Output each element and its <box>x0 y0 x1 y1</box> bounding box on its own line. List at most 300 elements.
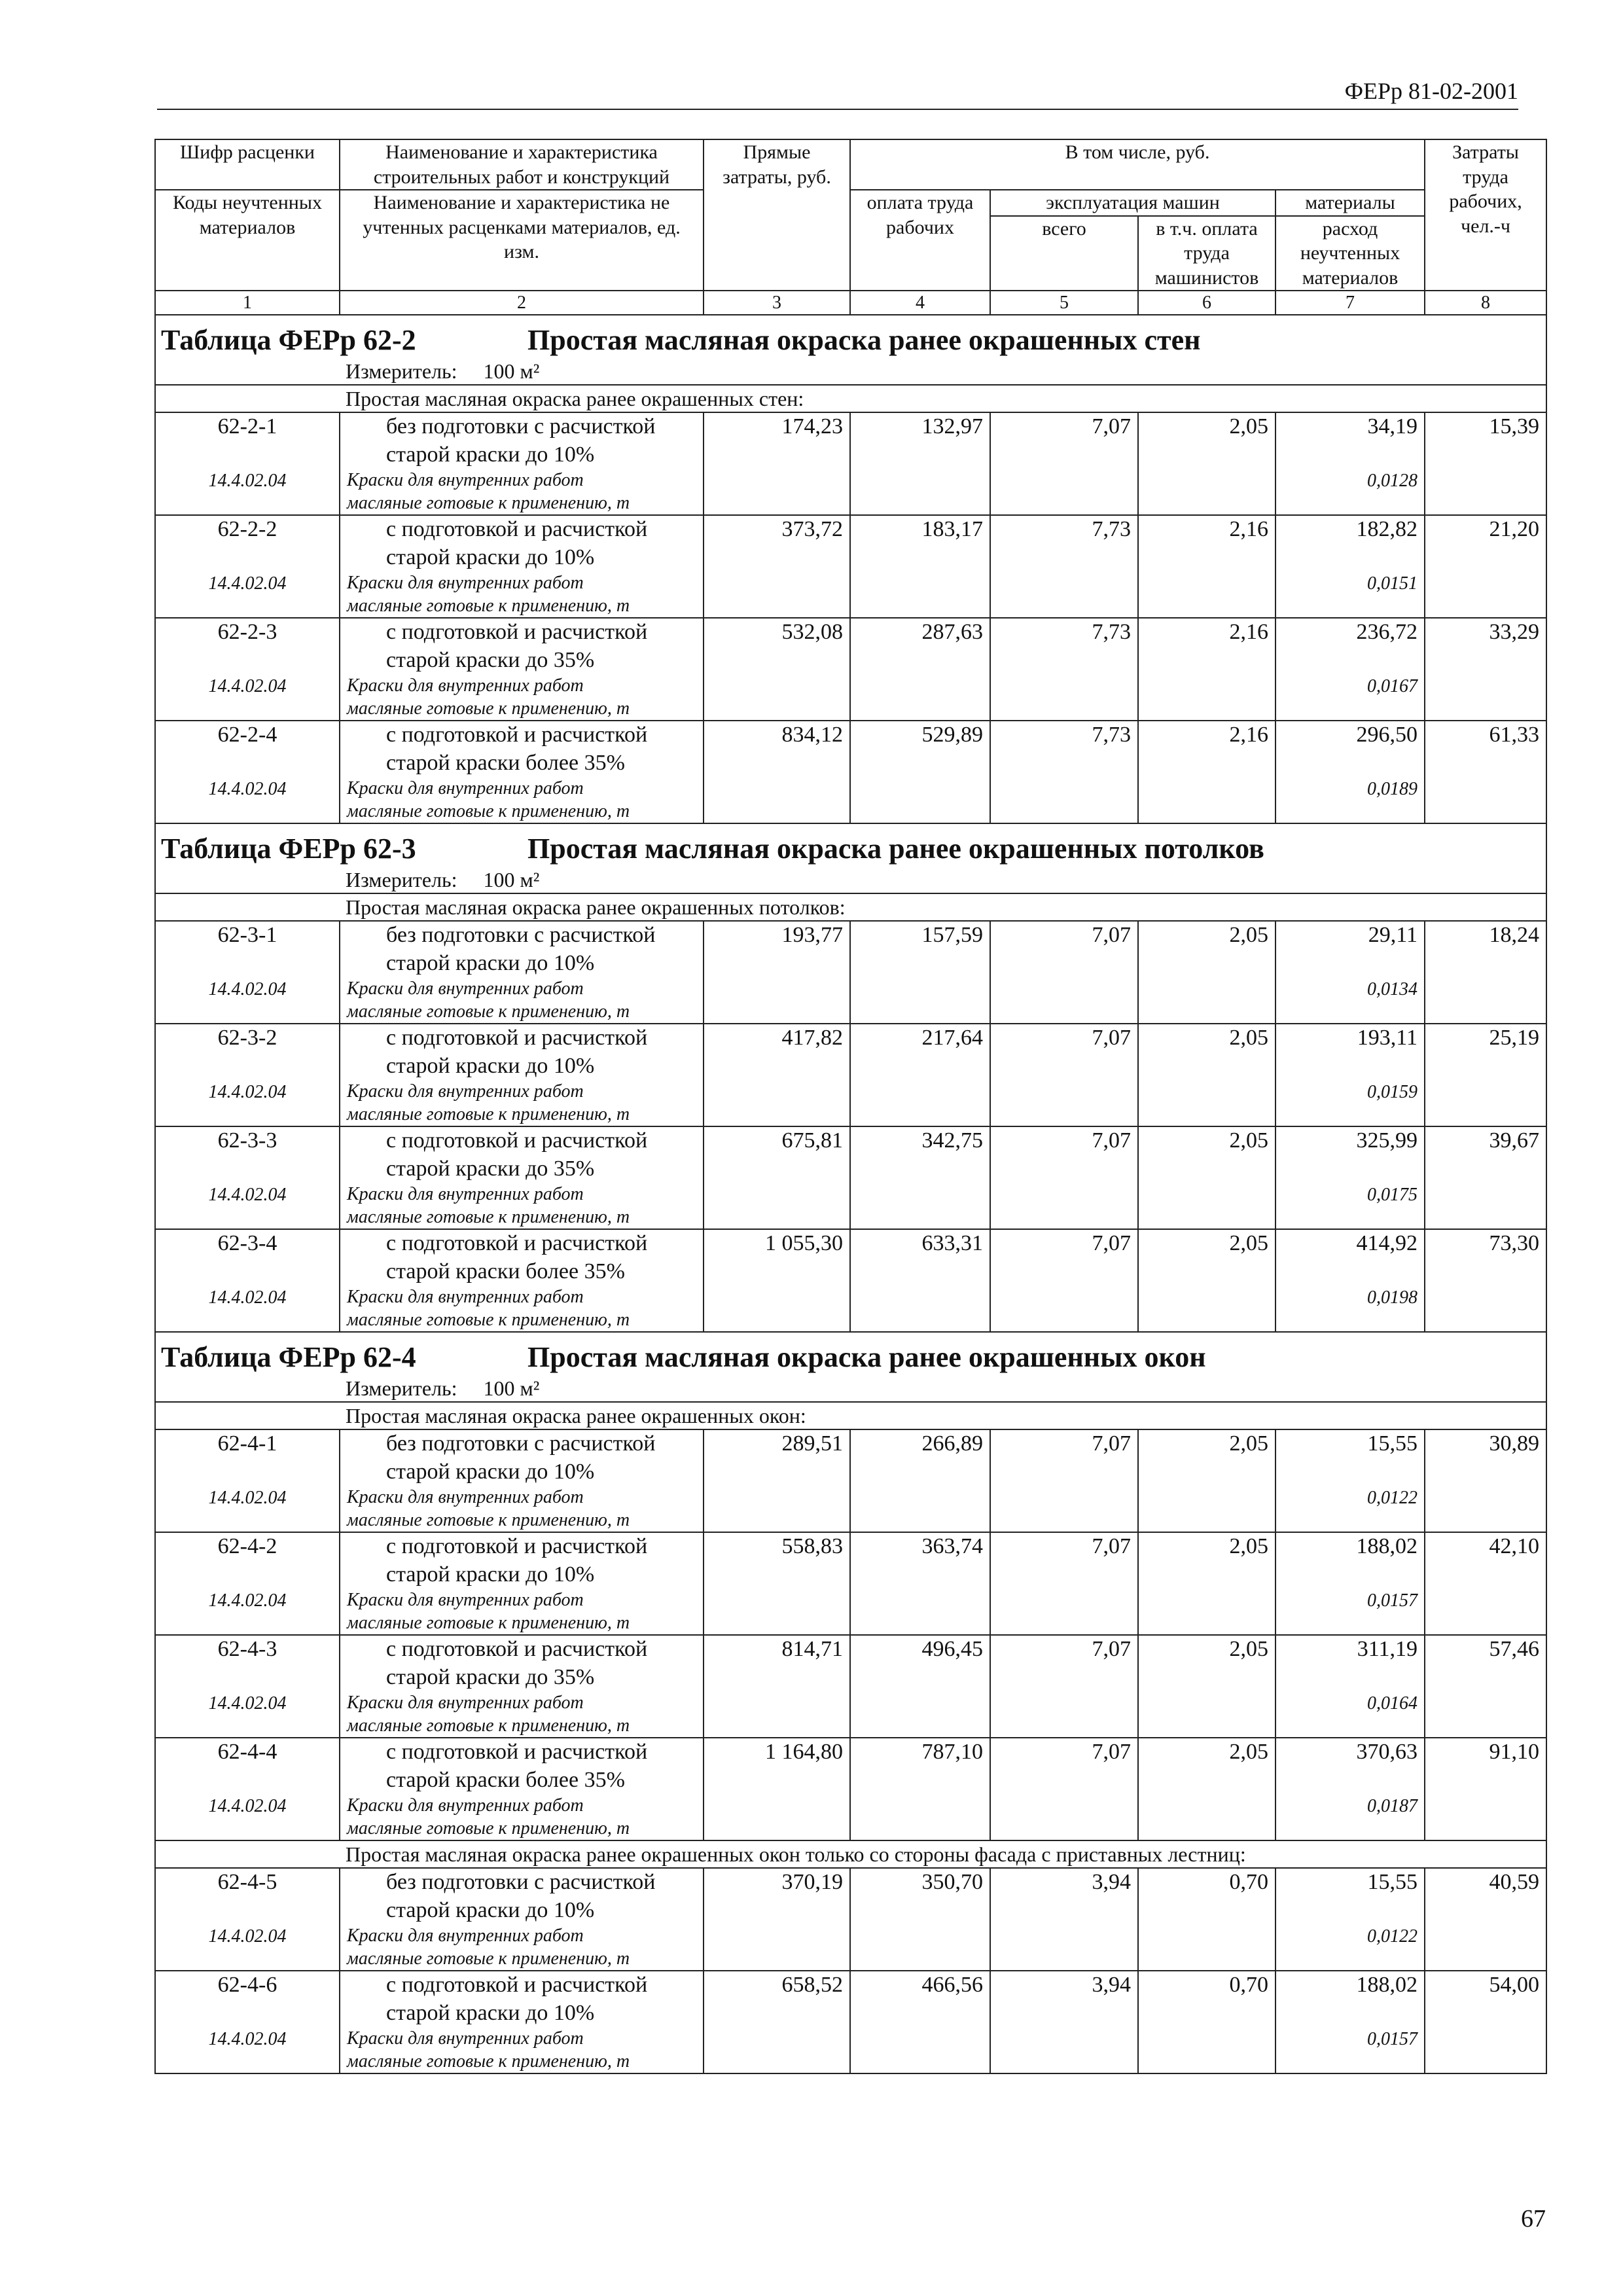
work-name-cell <box>340 921 704 1024</box>
material-name-line: Краски для внутренних работ <box>347 470 584 490</box>
value: 466,56 <box>921 1973 983 1997</box>
value: 7,07 <box>1092 414 1131 439</box>
value-materials <box>1275 1024 1425 1126</box>
rate-row <box>155 1532 1546 1635</box>
value: 7,73 <box>1092 620 1131 644</box>
rate-code: 62-4-6 <box>217 1973 277 1997</box>
material-code: 14.4.02.04 <box>208 1926 287 1946</box>
work-name-cell <box>340 618 704 721</box>
value-direct <box>704 1429 850 1532</box>
header-rule <box>157 109 1518 110</box>
column-number: 1 <box>155 291 340 315</box>
material-quantity: 0,0151 <box>1367 573 1418 594</box>
value-direct <box>704 1024 850 1126</box>
value-labor <box>850 1738 990 1840</box>
material-quantity: 0,0167 <box>1367 676 1418 696</box>
value-direct <box>704 515 850 618</box>
rate-row <box>155 721 1546 823</box>
value: 496,45 <box>921 1637 983 1661</box>
value: 188,02 <box>1356 1973 1418 1997</box>
work-name-cell <box>340 1738 704 1840</box>
header-row <box>155 190 1546 216</box>
material-code: 14.4.02.04 <box>208 1082 287 1102</box>
spacer <box>162 1509 332 1529</box>
value-mach-labor <box>1138 1024 1275 1126</box>
material-name-line: Краски для внутренних работ <box>347 1795 584 1816</box>
value-labor <box>850 1024 990 1126</box>
value-labor-hours <box>1425 618 1546 721</box>
table-code: Таблица ФЕРр 62-3 <box>161 833 416 865</box>
rate-code: 62-4-5 <box>217 1870 277 1894</box>
rate-row <box>155 1635 1546 1738</box>
rate-code: 62-3-1 <box>217 923 277 947</box>
value-materials <box>1275 921 1425 1024</box>
value: 558,83 <box>781 1534 843 1558</box>
value-direct <box>704 1229 850 1332</box>
measure-cell <box>155 358 1546 385</box>
value: 834,12 <box>781 723 843 747</box>
work-name-line: старой краски более 35% <box>386 750 625 775</box>
header-materials: материалы <box>1275 190 1425 216</box>
value: 370,63 <box>1356 1740 1418 1764</box>
value: 2,05 <box>1229 1431 1268 1456</box>
value: 61,33 <box>1489 723 1540 747</box>
value: 193,77 <box>781 923 843 947</box>
column-number: 5 <box>990 291 1138 315</box>
value-labor <box>850 721 990 823</box>
value-direct <box>704 1971 850 2073</box>
section-label: Простая масляная окраска ранее окрашенных стен: <box>155 385 1546 412</box>
work-name-line: старой краски до 10% <box>386 442 595 467</box>
value-materials <box>1275 515 1425 618</box>
value: 18,24 <box>1489 923 1540 947</box>
work-name-cell <box>340 1229 704 1332</box>
material-code: 14.4.02.04 <box>208 1590 287 1611</box>
material-quantity: 0,0157 <box>1367 2029 1418 2049</box>
value-direct <box>704 1532 850 1635</box>
value: 40,59 <box>1489 1870 1540 1894</box>
value-materials <box>1275 1868 1425 1971</box>
value: 289,51 <box>781 1431 843 1456</box>
work-name-line: с подготовкой и расчисткой <box>386 1973 648 1997</box>
value-mach <box>990 1635 1138 1738</box>
value-direct <box>704 721 850 823</box>
value-direct <box>704 1635 850 1738</box>
value-mach <box>990 1429 1138 1532</box>
table-heading: Простая масляная окраска ранее окрашенных потолков <box>527 833 1264 865</box>
work-name-cell <box>340 1635 704 1738</box>
value-labor <box>850 1635 990 1738</box>
header-material-consumption: расход неучтенных материалов <box>1275 216 1425 291</box>
value-mach <box>990 1971 1138 2073</box>
page-number: 67 <box>1521 2205 1546 2233</box>
value: 25,19 <box>1489 1026 1540 1050</box>
value: 2,05 <box>1229 1231 1268 1255</box>
work-name-cell <box>340 1971 704 2073</box>
material-code: 14.4.02.04 <box>208 1287 287 1308</box>
value-mach-labor <box>1138 1635 1275 1738</box>
material-code: 14.4.02.04 <box>208 1796 287 1816</box>
value: 287,63 <box>921 620 983 644</box>
work-name-line: старой краски до 35% <box>386 1156 595 1181</box>
rate-code: 62-2-4 <box>217 723 277 747</box>
material-name-line: Краски для внутренних работ <box>347 778 584 798</box>
section-row <box>155 1840 1546 1868</box>
value-materials <box>1275 412 1425 515</box>
value-mach-labor <box>1138 1868 1275 1971</box>
material-name-line: Краски для внутренних работ <box>347 978 584 999</box>
value: 266,89 <box>921 1431 983 1456</box>
value: 0,70 <box>1229 1870 1268 1894</box>
value-materials <box>1275 1532 1425 1635</box>
material-name-line: Краски для внутренних работ <box>347 1693 584 1713</box>
material-name-line: Краски для внутренних работ <box>347 675 584 696</box>
value-materials <box>1275 618 1425 721</box>
value: 2,05 <box>1229 1026 1268 1050</box>
work-name-line: с подготовкой и расчисткой <box>386 1740 648 1764</box>
value-direct <box>704 1868 850 1971</box>
work-name-line: с подготовкой и расчисткой <box>386 1637 648 1661</box>
value: 417,82 <box>781 1026 843 1050</box>
value: 373,72 <box>781 517 843 541</box>
rate-code: 62-4-1 <box>217 1431 277 1456</box>
work-name-line: с подготовкой и расчисткой <box>386 723 648 747</box>
material-code: 14.4.02.04 <box>208 573 287 594</box>
work-name-line: старой краски до 35% <box>386 1664 595 1689</box>
value-materials <box>1275 1738 1425 1840</box>
spacer <box>162 1818 332 1837</box>
value: 7,07 <box>1092 1534 1131 1558</box>
value-labor-hours <box>1425 1532 1546 1635</box>
value: 675,81 <box>781 1128 843 1153</box>
header-worker-pay: оплата труда рабочих <box>850 190 990 291</box>
work-name-line: с подготовкой и расчисткой <box>386 1534 648 1558</box>
column-number: 7 <box>1275 291 1425 315</box>
spacer <box>162 800 332 820</box>
work-name-cell <box>340 412 704 515</box>
spacer <box>162 1948 332 1967</box>
spacer <box>162 698 332 717</box>
value-mach-labor <box>1138 1532 1275 1635</box>
rate-row <box>155 1126 1546 1229</box>
spacer <box>162 1206 332 1226</box>
value-materials <box>1275 1229 1425 1332</box>
header-material-names: Наименование и характеристика не учтенных расценками материалов, ед. изм. <box>340 190 704 291</box>
material-name-line: Краски для внутренних работ <box>347 1487 584 1507</box>
value: 39,67 <box>1489 1128 1540 1153</box>
value: 54,00 <box>1489 1973 1540 1997</box>
rate-code-cell <box>155 1738 340 1840</box>
value: 132,97 <box>921 414 983 439</box>
value-labor-hours <box>1425 1738 1546 1840</box>
material-name-line: масляные готовые к применению, т <box>347 1207 630 1227</box>
value: 311,19 <box>1357 1637 1418 1661</box>
value: 2,16 <box>1229 723 1268 747</box>
value: 658,52 <box>781 1973 843 1997</box>
work-name-line: без подготовки с расчисткой <box>386 923 656 947</box>
value: 7,07 <box>1092 1740 1131 1764</box>
material-name-line: Краски для внутренних работ <box>347 1184 584 1204</box>
value: 370,19 <box>781 1870 843 1894</box>
material-name-line: Краски для внутренних работ <box>347 1926 584 1946</box>
material-name-line: масляные готовые к применению, т <box>347 1613 630 1633</box>
value: 787,10 <box>921 1740 983 1764</box>
material-name-line: Краски для внутренних работ <box>347 573 584 593</box>
material-name-line: Краски для внутренних работ <box>347 2028 584 2049</box>
rate-code-cell <box>155 1635 340 1738</box>
value: 7,07 <box>1092 1637 1131 1661</box>
work-name-line: с подготовкой и расчисткой <box>386 517 648 541</box>
spacer <box>162 2051 332 2070</box>
value: 3,94 <box>1092 1870 1131 1894</box>
value-materials <box>1275 1971 1425 2073</box>
material-quantity: 0,0128 <box>1367 471 1418 491</box>
value-labor-hours <box>1425 1429 1546 1532</box>
material-quantity: 0,0157 <box>1367 1590 1418 1611</box>
value: 2,05 <box>1229 1128 1268 1153</box>
value: 174,23 <box>781 414 843 439</box>
material-name-line: Краски для внутренних работ <box>347 1081 584 1102</box>
value-mach <box>990 721 1138 823</box>
column-number: 6 <box>1138 291 1275 315</box>
work-name-line: старой краски до 10% <box>386 1897 595 1922</box>
material-name-line: масляные готовые к применению, т <box>347 1818 630 1839</box>
work-name-line: старой краски до 10% <box>386 545 595 569</box>
table-title-row <box>155 823 1546 867</box>
value: 183,17 <box>921 517 983 541</box>
value: 7,07 <box>1092 1431 1131 1456</box>
material-name-line: масляные готовые к применению, т <box>347 1310 630 1330</box>
material-name-line: масляные готовые к применению, т <box>347 1104 630 1124</box>
value-mach-labor <box>1138 515 1275 618</box>
value: 29,11 <box>1368 923 1418 947</box>
value: 188,02 <box>1356 1534 1418 1558</box>
material-code: 14.4.02.04 <box>208 1488 287 1508</box>
material-name-line: масляные готовые к применению, т <box>347 1948 630 1969</box>
measure-label: Измеритель: <box>346 1376 457 1400</box>
material-name-line: масляные готовые к применению, т <box>347 1001 630 1022</box>
spacer <box>162 1001 332 1020</box>
table-title-row <box>155 1332 1546 1375</box>
rates-table <box>154 139 1547 2074</box>
rate-code: 62-4-3 <box>217 1637 277 1661</box>
value-labor-hours <box>1425 1229 1546 1332</box>
material-quantity: 0,0122 <box>1367 1926 1418 1946</box>
measure-label: Измеритель: <box>346 868 457 891</box>
spacer <box>162 1715 332 1734</box>
value-mach <box>990 921 1138 1024</box>
work-name-line: с подготовкой и расчисткой <box>386 1231 648 1255</box>
value-mach <box>990 515 1138 618</box>
work-name-cell <box>340 1532 704 1635</box>
material-name-line: масляные готовые к применению, т <box>347 2051 630 2072</box>
value: 34,19 <box>1367 414 1418 439</box>
value: 7,73 <box>1092 517 1131 541</box>
value: 91,10 <box>1489 1740 1540 1764</box>
material-quantity: 0,0122 <box>1367 1488 1418 1508</box>
value: 30,89 <box>1489 1431 1540 1456</box>
work-name-line: старой краски более 35% <box>386 1259 625 1283</box>
value: 3,94 <box>1092 1973 1131 1997</box>
rate-code: 62-2-2 <box>217 517 277 541</box>
rate-code-cell <box>155 515 340 618</box>
table-heading: Простая масляная окраска ранее окрашенных стен <box>527 324 1201 356</box>
rate-code: 62-3-2 <box>217 1026 277 1050</box>
material-code: 14.4.02.04 <box>208 1693 287 1713</box>
value-labor-hours <box>1425 1126 1546 1229</box>
value-labor-hours <box>1425 721 1546 823</box>
header-labor-hours: Затраты труда рабочих, чел.-ч <box>1425 139 1546 291</box>
material-quantity: 0,0175 <box>1367 1185 1418 1205</box>
value-mach <box>990 1532 1138 1635</box>
value-labor <box>850 1868 990 1971</box>
value: 325,99 <box>1356 1128 1418 1153</box>
value: 7,07 <box>1092 923 1131 947</box>
value-mach-labor <box>1138 1738 1275 1840</box>
value-mach <box>990 1738 1138 1840</box>
work-name-line: без подготовки с расчисткой <box>386 1431 656 1456</box>
value: 57,46 <box>1489 1637 1540 1661</box>
value-mach-labor <box>1138 412 1275 515</box>
value-mach <box>990 1126 1138 1229</box>
spacer <box>162 1103 332 1123</box>
measure-cell <box>155 867 1546 893</box>
table-code: Таблица ФЕРр 62-2 <box>161 324 416 356</box>
material-quantity: 0,0159 <box>1367 1082 1418 1102</box>
rate-code: 62-3-4 <box>217 1231 277 1255</box>
work-name-line: старой краски до 10% <box>386 1053 595 1078</box>
value: 814,71 <box>781 1637 843 1661</box>
column-number: 8 <box>1425 291 1546 315</box>
value: 217,64 <box>921 1026 983 1050</box>
rate-row <box>155 1429 1546 1532</box>
value-labor-hours <box>1425 1024 1546 1126</box>
rate-code-cell <box>155 721 340 823</box>
value: 2,05 <box>1229 414 1268 439</box>
work-name-line: старой краски до 10% <box>386 2000 595 2025</box>
section-row <box>155 385 1546 412</box>
measure-label: Измеритель: <box>346 359 457 383</box>
value-materials <box>1275 721 1425 823</box>
value: 350,70 <box>921 1870 983 1894</box>
table-title <box>155 823 1546 867</box>
value-mach-labor <box>1138 618 1275 721</box>
value-labor <box>850 1971 990 2073</box>
value-mach <box>990 1868 1138 1971</box>
value: 15,55 <box>1367 1431 1418 1456</box>
value-direct <box>704 412 850 515</box>
value: 7,07 <box>1092 1231 1131 1255</box>
work-name-line: без подготовки с расчисткой <box>386 1870 656 1894</box>
value: 236,72 <box>1356 620 1418 644</box>
material-quantity: 0,0189 <box>1367 779 1418 799</box>
material-name-line: масляные готовые к применению, т <box>347 1510 630 1530</box>
value-mach <box>990 618 1138 721</box>
work-name-cell <box>340 515 704 618</box>
table-heading: Простая масляная окраска ранее окрашенных окон <box>527 1341 1206 1373</box>
rate-code-cell <box>155 1229 340 1332</box>
column-numbers-row <box>155 291 1546 315</box>
value-labor <box>850 1126 990 1229</box>
value: 42,10 <box>1489 1534 1540 1558</box>
work-name-cell <box>340 1126 704 1229</box>
work-name-cell <box>340 1429 704 1532</box>
value: 529,89 <box>921 723 983 747</box>
value: 296,50 <box>1356 723 1418 747</box>
rate-code-cell <box>155 1126 340 1229</box>
value-labor <box>850 412 990 515</box>
value: 2,16 <box>1229 620 1268 644</box>
material-name-line: Краски для внутренних работ <box>347 1287 584 1307</box>
measure-unit: 100 м² <box>483 868 540 891</box>
value-labor <box>850 618 990 721</box>
header-machine-operation: эксплуатация машин <box>990 190 1275 216</box>
value-direct <box>704 1126 850 1229</box>
value: 15,55 <box>1367 1870 1418 1894</box>
work-name-line: старой краски до 10% <box>386 950 595 975</box>
section-label: Простая масляная окраска ранее окрашенных окон только со стороны фасада с приставных лестниц: <box>155 1840 1546 1868</box>
material-name-line: масляные готовые к применению, т <box>347 1715 630 1736</box>
work-name-cell <box>340 721 704 823</box>
value-labor <box>850 1229 990 1332</box>
material-quantity: 0,0187 <box>1367 1796 1418 1816</box>
value-labor <box>850 1532 990 1635</box>
work-name-line: старой краски до 35% <box>386 647 595 672</box>
column-number: 3 <box>704 291 850 315</box>
rate-code-cell <box>155 1532 340 1635</box>
value-labor-hours <box>1425 1971 1546 2073</box>
value-materials <box>1275 1429 1425 1532</box>
value: 7,07 <box>1092 1128 1131 1153</box>
measure-cell <box>155 1375 1546 1402</box>
material-name-line: масляные готовые к применению, т <box>347 698 630 719</box>
work-name-line: старой краски более 35% <box>386 1767 625 1792</box>
value-mach-labor <box>1138 721 1275 823</box>
rate-row <box>155 1971 1546 2073</box>
value: 363,74 <box>921 1534 983 1558</box>
rate-code: 62-4-4 <box>217 1740 277 1764</box>
value-materials <box>1275 1635 1425 1738</box>
table-body <box>155 139 1546 2073</box>
rate-row <box>155 1229 1546 1332</box>
rate-code-cell <box>155 921 340 1024</box>
material-code: 14.4.02.04 <box>208 2029 287 2049</box>
value-mach-labor <box>1138 1429 1275 1532</box>
header-work-name: Наименование и характеристика строительных работ и конструкций <box>340 139 704 190</box>
value: 342,75 <box>921 1128 983 1153</box>
value: 21,20 <box>1489 517 1540 541</box>
value: 7,73 <box>1092 723 1131 747</box>
work-name-cell <box>340 1868 704 1971</box>
spacer <box>162 492 332 512</box>
value: 182,82 <box>1356 517 1418 541</box>
value-mach <box>990 1229 1138 1332</box>
material-name-line: масляные готовые к применению, т <box>347 493 630 513</box>
value-direct <box>704 618 850 721</box>
section-label: Простая масляная окраска ранее окрашенных потолков: <box>155 893 1546 921</box>
column-number: 2 <box>340 291 704 315</box>
value-labor-hours <box>1425 1635 1546 1738</box>
value: 532,08 <box>781 620 843 644</box>
material-quantity: 0,0164 <box>1367 1693 1418 1713</box>
table-title <box>155 315 1546 358</box>
value-labor-hours <box>1425 412 1546 515</box>
value-labor-hours <box>1425 921 1546 1024</box>
value: 2,05 <box>1229 1637 1268 1661</box>
header-rate-code: Шифр расценки <box>155 139 340 190</box>
rate-code: 62-2-3 <box>217 620 277 644</box>
material-name-line: Краски для внутренних работ <box>347 1590 584 1610</box>
